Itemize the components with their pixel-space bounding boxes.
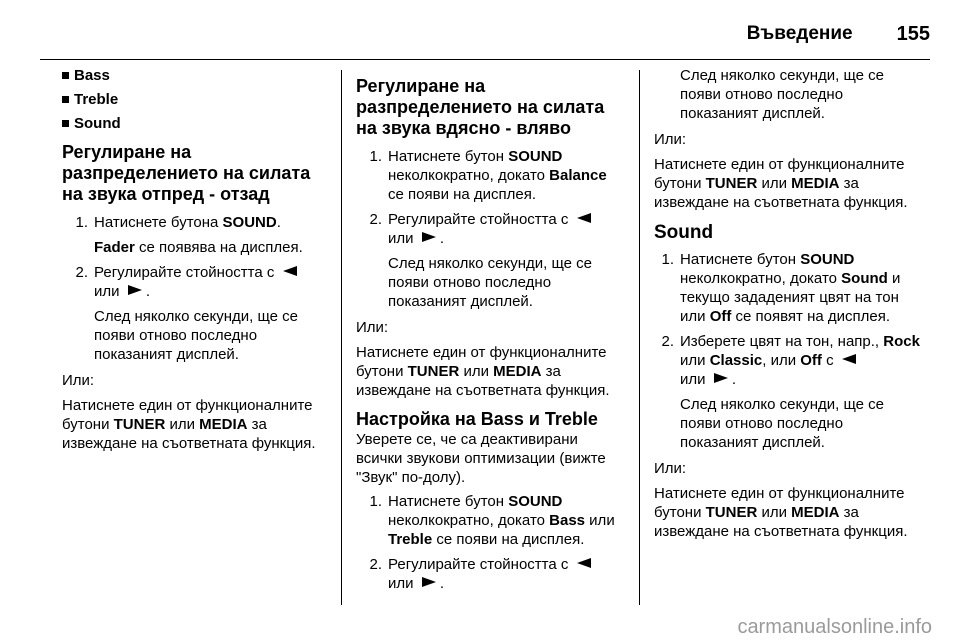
arrow-left-icon — [842, 354, 856, 364]
or-label: Или: — [654, 460, 687, 477]
step-note: След няколко секунди, ще се появи отново последно показаният дисплей. — [680, 67, 885, 122]
section-heading-bass-treble: Настройка на Bass и Treble — [356, 409, 598, 429]
bullet-item: Bass — [62, 66, 328, 85]
step-item: 1. Натиснете бутон SOUND неколкократно, докато Balance се появи на дисплея. — [369, 148, 607, 203]
step-item: 2. Регулирайте стойността с или . — [356, 210, 626, 248]
step-note: След няколко секунди, ще се появи отново последно показаният дисплей. — [94, 308, 299, 363]
header-rule — [40, 59, 930, 60]
or-label: Или: — [654, 131, 687, 148]
arrow-right-icon — [714, 373, 728, 383]
final-instruction: Натиснете един от функционалните бутони TUNER или MEDIA за извеждане на съответната функция. — [654, 485, 908, 540]
step-item: 2. Изберете цвят на тон, напр., Rock или Classic, или Off с или . — [661, 333, 920, 388]
bullet-item: Sound — [62, 114, 328, 133]
bullet-square-icon — [62, 120, 69, 127]
arrow-left-icon — [283, 266, 297, 276]
or-label: Или: — [62, 372, 95, 389]
column-2 — [356, 76, 626, 593]
arrow-right-icon — [422, 577, 436, 587]
step-note: След няколко секунди, ще се появи отново последно показаният дисплей. — [680, 396, 885, 451]
final-instruction: Натиснете един от функционалните бутони TUNER или MEDIA за извеждане на съответната функция. — [654, 156, 908, 211]
column-divider-2 — [639, 70, 640, 605]
step-item: 2. Регулирайте стойността с или . — [356, 555, 626, 593]
section-heading-fader: Регулиране на разпределението на силата на звука отпред - отзад — [62, 142, 311, 204]
column-1 — [62, 66, 328, 453]
bullet-square-icon — [62, 96, 69, 103]
column-3 — [648, 66, 923, 541]
step-item: 1. Натиснете бутон SOUND неколкократно, докато Bass или Treble се появи на дисплея. — [369, 493, 615, 548]
step-item: 2. Регулирайте стойността с или . — [62, 263, 328, 301]
step-note: След няколко секунди, ще се появи отново последно показаният дисплей. — [388, 255, 593, 310]
section-heading-balance: Регулиране на разпределението на силата на звука вдясно - вляво — [356, 76, 605, 138]
bullet-item: Treble — [62, 90, 328, 109]
column-divider-1 — [341, 70, 342, 605]
arrow-right-icon — [128, 285, 142, 295]
section-heading-sound: Sound — [654, 222, 714, 243]
or-label: Или: — [356, 319, 389, 336]
watermark-text: carmanualsonline.info — [737, 616, 932, 638]
arrow-left-icon — [577, 558, 591, 568]
step-item: 1. Натиснете бутона SOUND. — [75, 214, 281, 231]
final-instruction: Натиснете един от функционалните бутони TUNER или MEDIA за извеждане на съответната функция. — [62, 397, 316, 452]
final-instruction: Натиснете един от функционалните бутони TUNER или MEDIA за извеждане на съответната функция. — [356, 344, 610, 399]
step-note: Fader се появява на дисплея. — [94, 239, 303, 256]
bullet-square-icon — [62, 72, 69, 79]
page-header — [0, 16, 930, 52]
arrow-left-icon — [577, 213, 591, 223]
page-number: 155 — [896, 22, 930, 45]
arrow-right-icon — [422, 232, 436, 242]
intro-text: Уверете се, че са деактивирани всички звукови оптимизации (вижте "Звук" по-долу). — [356, 431, 606, 486]
step-item: 1. Натиснете бутон SOUND неколкократно, докато Sound и текущо зададеният цвят на тон или Off се появят на дисплея. — [661, 251, 901, 325]
chapter-title: Въведение — [746, 23, 853, 44]
